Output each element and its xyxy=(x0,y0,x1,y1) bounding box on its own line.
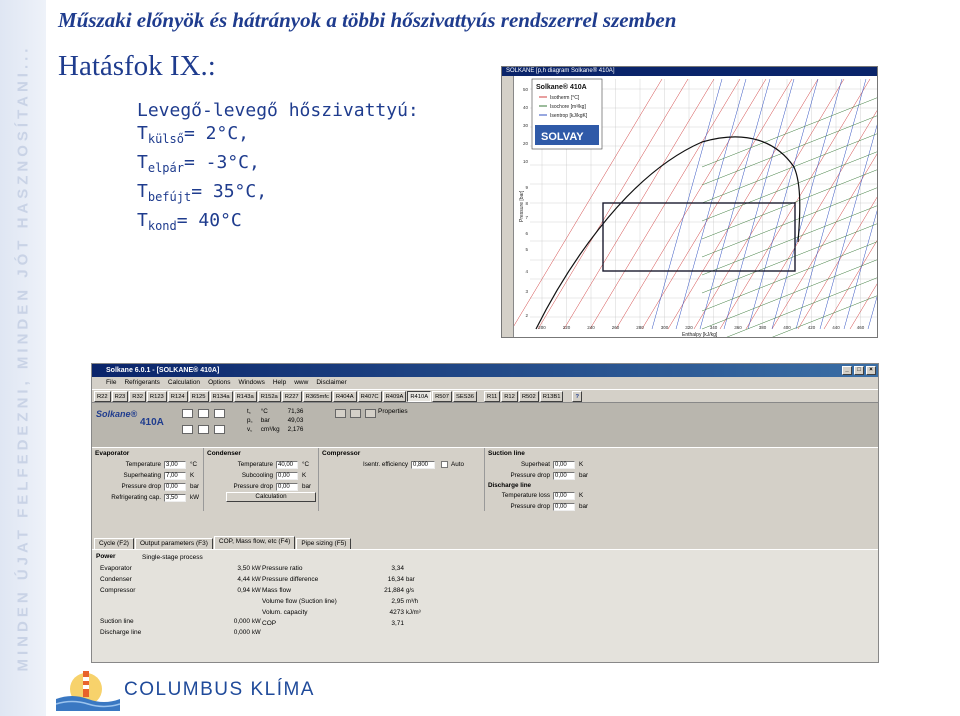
discharge-line-title: Discharge line xyxy=(488,482,532,489)
refrigerant-button-r502[interactable]: R502 xyxy=(519,391,539,402)
properties-button[interactable]: Properties xyxy=(378,408,408,415)
result-label: Condenser xyxy=(100,576,132,583)
refrigerant-button-r13b1[interactable]: R13B1 xyxy=(540,391,564,402)
diagram-icon[interactable] xyxy=(214,425,225,434)
legend-title: Solkane® 410A xyxy=(536,84,587,91)
tab-output-parameters[interactable]: Output parameters (F3) xyxy=(135,538,213,549)
x-tick-label: 240 xyxy=(587,325,595,330)
diagram-icon[interactable] xyxy=(198,425,209,434)
diagram-icon[interactable] xyxy=(182,425,193,434)
result-label: Pressure ratio xyxy=(262,565,303,572)
y-tick-label: 20 xyxy=(522,141,528,146)
chart-icon[interactable] xyxy=(214,409,225,418)
menu-bar xyxy=(92,377,878,389)
refrigerant-button-r152a[interactable]: R152a xyxy=(258,391,281,402)
close-button[interactable]: × xyxy=(866,366,876,375)
lines-panel: Suction line Superheat 0,00 K Pressure drop 0,00 bar Discharge line Temperature loss 0,00 K Pressure drop 0,00 bar xyxy=(485,448,605,511)
ph-diagram[interactable] xyxy=(502,67,878,338)
condenser-panel: Condenser Temperature 40,00 °C Subcooling 0,00 K Pressure drop 0,00 bar Calculation xyxy=(204,448,319,511)
y-tick-label: 7 xyxy=(525,215,528,220)
evaporator-refrigerating-cap: Refrigerating cap. 3,50 kW xyxy=(111,494,200,501)
x-tick-label: 400 xyxy=(783,325,791,330)
result-label: Mass flow xyxy=(262,587,291,594)
result-value: 4273 xyxy=(389,609,404,616)
result-label: Compressor xyxy=(100,587,136,594)
legend-item: Isotherm [°C] xyxy=(550,95,580,101)
slide-subtitle: Hatásfok IX.: xyxy=(58,50,216,82)
results-panel xyxy=(92,549,878,662)
info-bar xyxy=(92,403,878,447)
solvay-logo-text: SOLVAY xyxy=(541,131,584,143)
x-tick-label: 360 xyxy=(734,325,742,330)
calculation-button[interactable]: Calculation xyxy=(226,492,316,502)
refrigerant-button-r143a[interactable]: R143a xyxy=(234,391,257,402)
solkane-logo xyxy=(96,409,172,439)
power-title: Power xyxy=(96,553,116,560)
brand-name: COLUMBUS KLÍMA xyxy=(124,679,315,700)
x-tick-label: 300 xyxy=(660,325,669,330)
maximize-button[interactable]: □ xyxy=(854,366,864,375)
refrigerant-button-r134a[interactable]: R134a xyxy=(210,391,233,402)
result-label: Volum. capacity xyxy=(262,609,308,616)
refrigerant-button-r123[interactable]: R123 xyxy=(147,391,167,402)
refrigerant-button-r410a[interactable]: R410A xyxy=(407,391,431,402)
x-tick-label: 320 xyxy=(685,325,693,330)
evaporator-panel: Evaporator Temperature 3,00 °C Superheating 7,00 K Pressure drop 0,00 bar Refrigerating cap. 3,50 kW xyxy=(92,448,204,511)
menu-windows[interactable]: Windows xyxy=(238,379,265,386)
tab-cycle[interactable]: Cycle (F2) xyxy=(94,538,134,549)
compressor-efficiency: Isentr. efficiency 0,800 Auto xyxy=(362,461,464,468)
tab-pipe-sizing[interactable]: Pipe sizing (F5) xyxy=(296,538,351,549)
result-value: 4,44 xyxy=(237,576,250,583)
result-value: 0,94 xyxy=(237,587,250,594)
compressor-panel: Compressor Isentr. efficiency 0,800 Auto xyxy=(319,448,485,511)
help-button[interactable]: ? xyxy=(572,391,582,402)
state-row: p꜀ bar 49,03 xyxy=(247,417,304,424)
result-unit: bar xyxy=(406,577,415,583)
logo-word: Solkane® xyxy=(96,409,138,419)
refrigerant-button-r23[interactable]: R23 xyxy=(112,391,129,402)
y-tick-label: 4 xyxy=(525,269,528,274)
parameter-row: $T_{befújt}= 35^\circ C$, xyxy=(137,181,268,204)
result-label: Discharge line xyxy=(100,629,142,636)
ph-toolbar[interactable] xyxy=(502,76,514,338)
table-icon[interactable] xyxy=(198,409,209,418)
refrigerant-button-r404a[interactable]: R404A xyxy=(333,391,357,402)
x-axis-label: Enthalpy [kJ/kg] xyxy=(682,332,718,338)
condenser-pressure-drop: Pressure drop 0,00 bar xyxy=(233,483,312,490)
evaporator-pressure-drop: Pressure drop 0,00 bar xyxy=(121,483,200,490)
y-tick-label: 5 xyxy=(525,247,528,252)
result-label: Suction line xyxy=(100,618,134,625)
evaporator-superheating: Superheating 7,00 K xyxy=(123,472,195,479)
x-tick-label: 380 xyxy=(758,325,767,330)
evaporator-temperature: Temperature 3,00 °C xyxy=(125,461,198,468)
result-value: 3,50 xyxy=(237,565,250,572)
result-label: Volume flow (Suction line) xyxy=(262,598,337,605)
side-slogan: MINDEN ÚJAT FELFEDEZNI, MINDEN JÓT HASZNOSÍTANI... xyxy=(14,44,32,672)
parameter-heading: Levegő-levegő hőszivattyú: xyxy=(137,100,419,121)
parameter-row: $T_{külső}= 2^\circ C$, xyxy=(137,123,249,146)
slide-title: Műszaki előnyök és hátrányok a többi hőszivattyús rendszerrel szemben xyxy=(58,8,677,32)
y-tick-label: 8 xyxy=(525,201,528,206)
menu-options[interactable]: Options xyxy=(208,379,231,386)
state-row: t꜀ °C 71,36 xyxy=(247,408,304,415)
result-tabs xyxy=(92,537,878,549)
app-titlebar xyxy=(92,364,878,377)
y-axis-label: Pressure [bar] xyxy=(519,190,525,222)
y-tick-label: 30 xyxy=(522,123,528,128)
refrigerant-button-ses36[interactable]: SES36 xyxy=(453,391,477,402)
result-value: 0,000 xyxy=(233,629,250,636)
columbus-logo xyxy=(56,665,315,711)
refrigerant-button-r409a[interactable]: R409A xyxy=(383,391,407,402)
app-title: Solkane 6.0.1 - [SOLKANE® 410A] xyxy=(106,367,220,374)
y-tick-label: 10 xyxy=(522,159,528,164)
y-tick-label: 3 xyxy=(525,289,528,294)
result-value: 3,71 xyxy=(391,620,404,627)
discharge-temperature-loss: Temperature loss 0,00 K xyxy=(501,492,584,499)
refrigerant-button-r22[interactable]: R22 xyxy=(94,391,111,402)
refrigerant-button-r507[interactable]: R507 xyxy=(432,391,452,402)
suction-pressure-drop: Pressure drop 0,00 bar xyxy=(510,472,589,479)
solkane-window[interactable] xyxy=(91,363,879,663)
refrigerant-button-r12[interactable]: R12 xyxy=(501,391,518,402)
legend-item: Isentrop [kJ/kgK] xyxy=(550,113,588,119)
flask-icon[interactable] xyxy=(365,409,376,418)
x-tick-label: 340 xyxy=(709,325,718,330)
menu-help[interactable]: Help xyxy=(272,379,287,386)
parameter-row: $T_{elpár}= -3^\circ C$, xyxy=(137,152,260,175)
lighthouse-emblem xyxy=(56,665,120,711)
refrigerant-button-r124[interactable]: R124 xyxy=(168,391,188,402)
x-tick-label: 440 xyxy=(832,325,840,330)
auto-checkbox[interactable] xyxy=(441,461,448,468)
side-banner xyxy=(0,0,46,716)
y-tick-label: 2 xyxy=(525,313,528,318)
result-value: 2,95 xyxy=(391,598,404,605)
menu-www[interactable]: www xyxy=(294,379,309,386)
refrigerant-button-r125[interactable]: R125 xyxy=(189,391,209,402)
table-icon[interactable] xyxy=(182,409,193,418)
condenser-temperature: Temperature 40,00 °C xyxy=(237,461,310,468)
state-row: v꜀ cm³/kg 2,176 xyxy=(247,426,304,433)
x-tick-label: 220 xyxy=(562,325,571,330)
refrigerant-button-r407c[interactable]: R407C xyxy=(358,391,382,402)
y-tick-label: 6 xyxy=(525,231,528,236)
result-value: 3,34 xyxy=(391,565,404,572)
result-label: COP xyxy=(262,620,277,627)
refrigerant-button-r32[interactable]: R32 xyxy=(129,391,146,402)
suction-superheat: Superheat 0,00 K xyxy=(520,461,584,468)
y-tick-label: 50 xyxy=(522,87,528,92)
y-tick-label: 9 xyxy=(525,185,528,190)
menu-disclaimer[interactable]: Disclaimer xyxy=(316,379,347,386)
result-label: Pressure difference xyxy=(262,576,319,583)
tab-cop-mass-flow[interactable]: COP, Mass flow, etc (F4) xyxy=(214,536,295,549)
result-unit: g/s xyxy=(406,588,415,594)
result-value: 21,884 xyxy=(384,587,404,594)
parameter-list xyxy=(137,99,419,238)
critical-point-table xyxy=(243,407,307,434)
result-value: 16,34 xyxy=(387,576,404,583)
bottle-icon[interactable] xyxy=(350,409,361,418)
input-panels xyxy=(92,447,878,511)
spacer xyxy=(92,511,878,537)
x-tick-label: 200 xyxy=(538,325,546,330)
result-unit: m³/h xyxy=(406,599,418,605)
refrigerant-button-r227[interactable]: R227 xyxy=(282,391,302,402)
refrigerant-toolbar xyxy=(92,389,878,403)
x-tick-label: 260 xyxy=(611,325,620,330)
result-unit: kW xyxy=(252,588,261,594)
x-tick-label: 280 xyxy=(636,325,644,330)
ph-diagram-window[interactable] xyxy=(501,66,878,338)
parameter-row: $T_{kond}= 40^\circ C$ xyxy=(137,210,242,233)
discharge-pressure-drop: Pressure drop 0,00 bar xyxy=(510,503,589,510)
legend-item: Isochore [m³/kg] xyxy=(550,104,586,110)
result-unit: kW xyxy=(252,619,261,625)
result-unit: kW xyxy=(252,577,261,583)
result-unit: kW xyxy=(252,566,261,572)
refrigerant-button-r365mfc[interactable]: R365mfc xyxy=(303,391,332,402)
result-unit: kJ/m³ xyxy=(406,610,421,616)
condenser-subcooling: Subcooling 0,00 K xyxy=(241,472,307,479)
result-value: 0,000 xyxy=(233,618,250,625)
menu-file[interactable]: File xyxy=(106,379,117,386)
result-label: Evaporator xyxy=(100,565,132,572)
result-unit: kW xyxy=(252,630,261,636)
menu-calculation[interactable]: Calculation xyxy=(167,379,201,386)
x-tick-label: 420 xyxy=(807,325,816,330)
menu-refrigerants[interactable]: Refrigerants xyxy=(124,379,160,386)
minimize-button[interactable]: _ xyxy=(842,366,852,375)
refrigerant-button-r11[interactable]: R11 xyxy=(484,391,500,402)
process-label: Single-stage process xyxy=(142,554,203,561)
x-tick-label: 460 xyxy=(856,325,865,330)
y-tick-label: 40 xyxy=(522,105,528,110)
ph-window-title: SOLKANE [p,h diagram Solkane® 410A] xyxy=(502,67,877,76)
bottles-icon[interactable] xyxy=(335,409,346,418)
logo-refrigerant: 410A xyxy=(140,417,164,428)
